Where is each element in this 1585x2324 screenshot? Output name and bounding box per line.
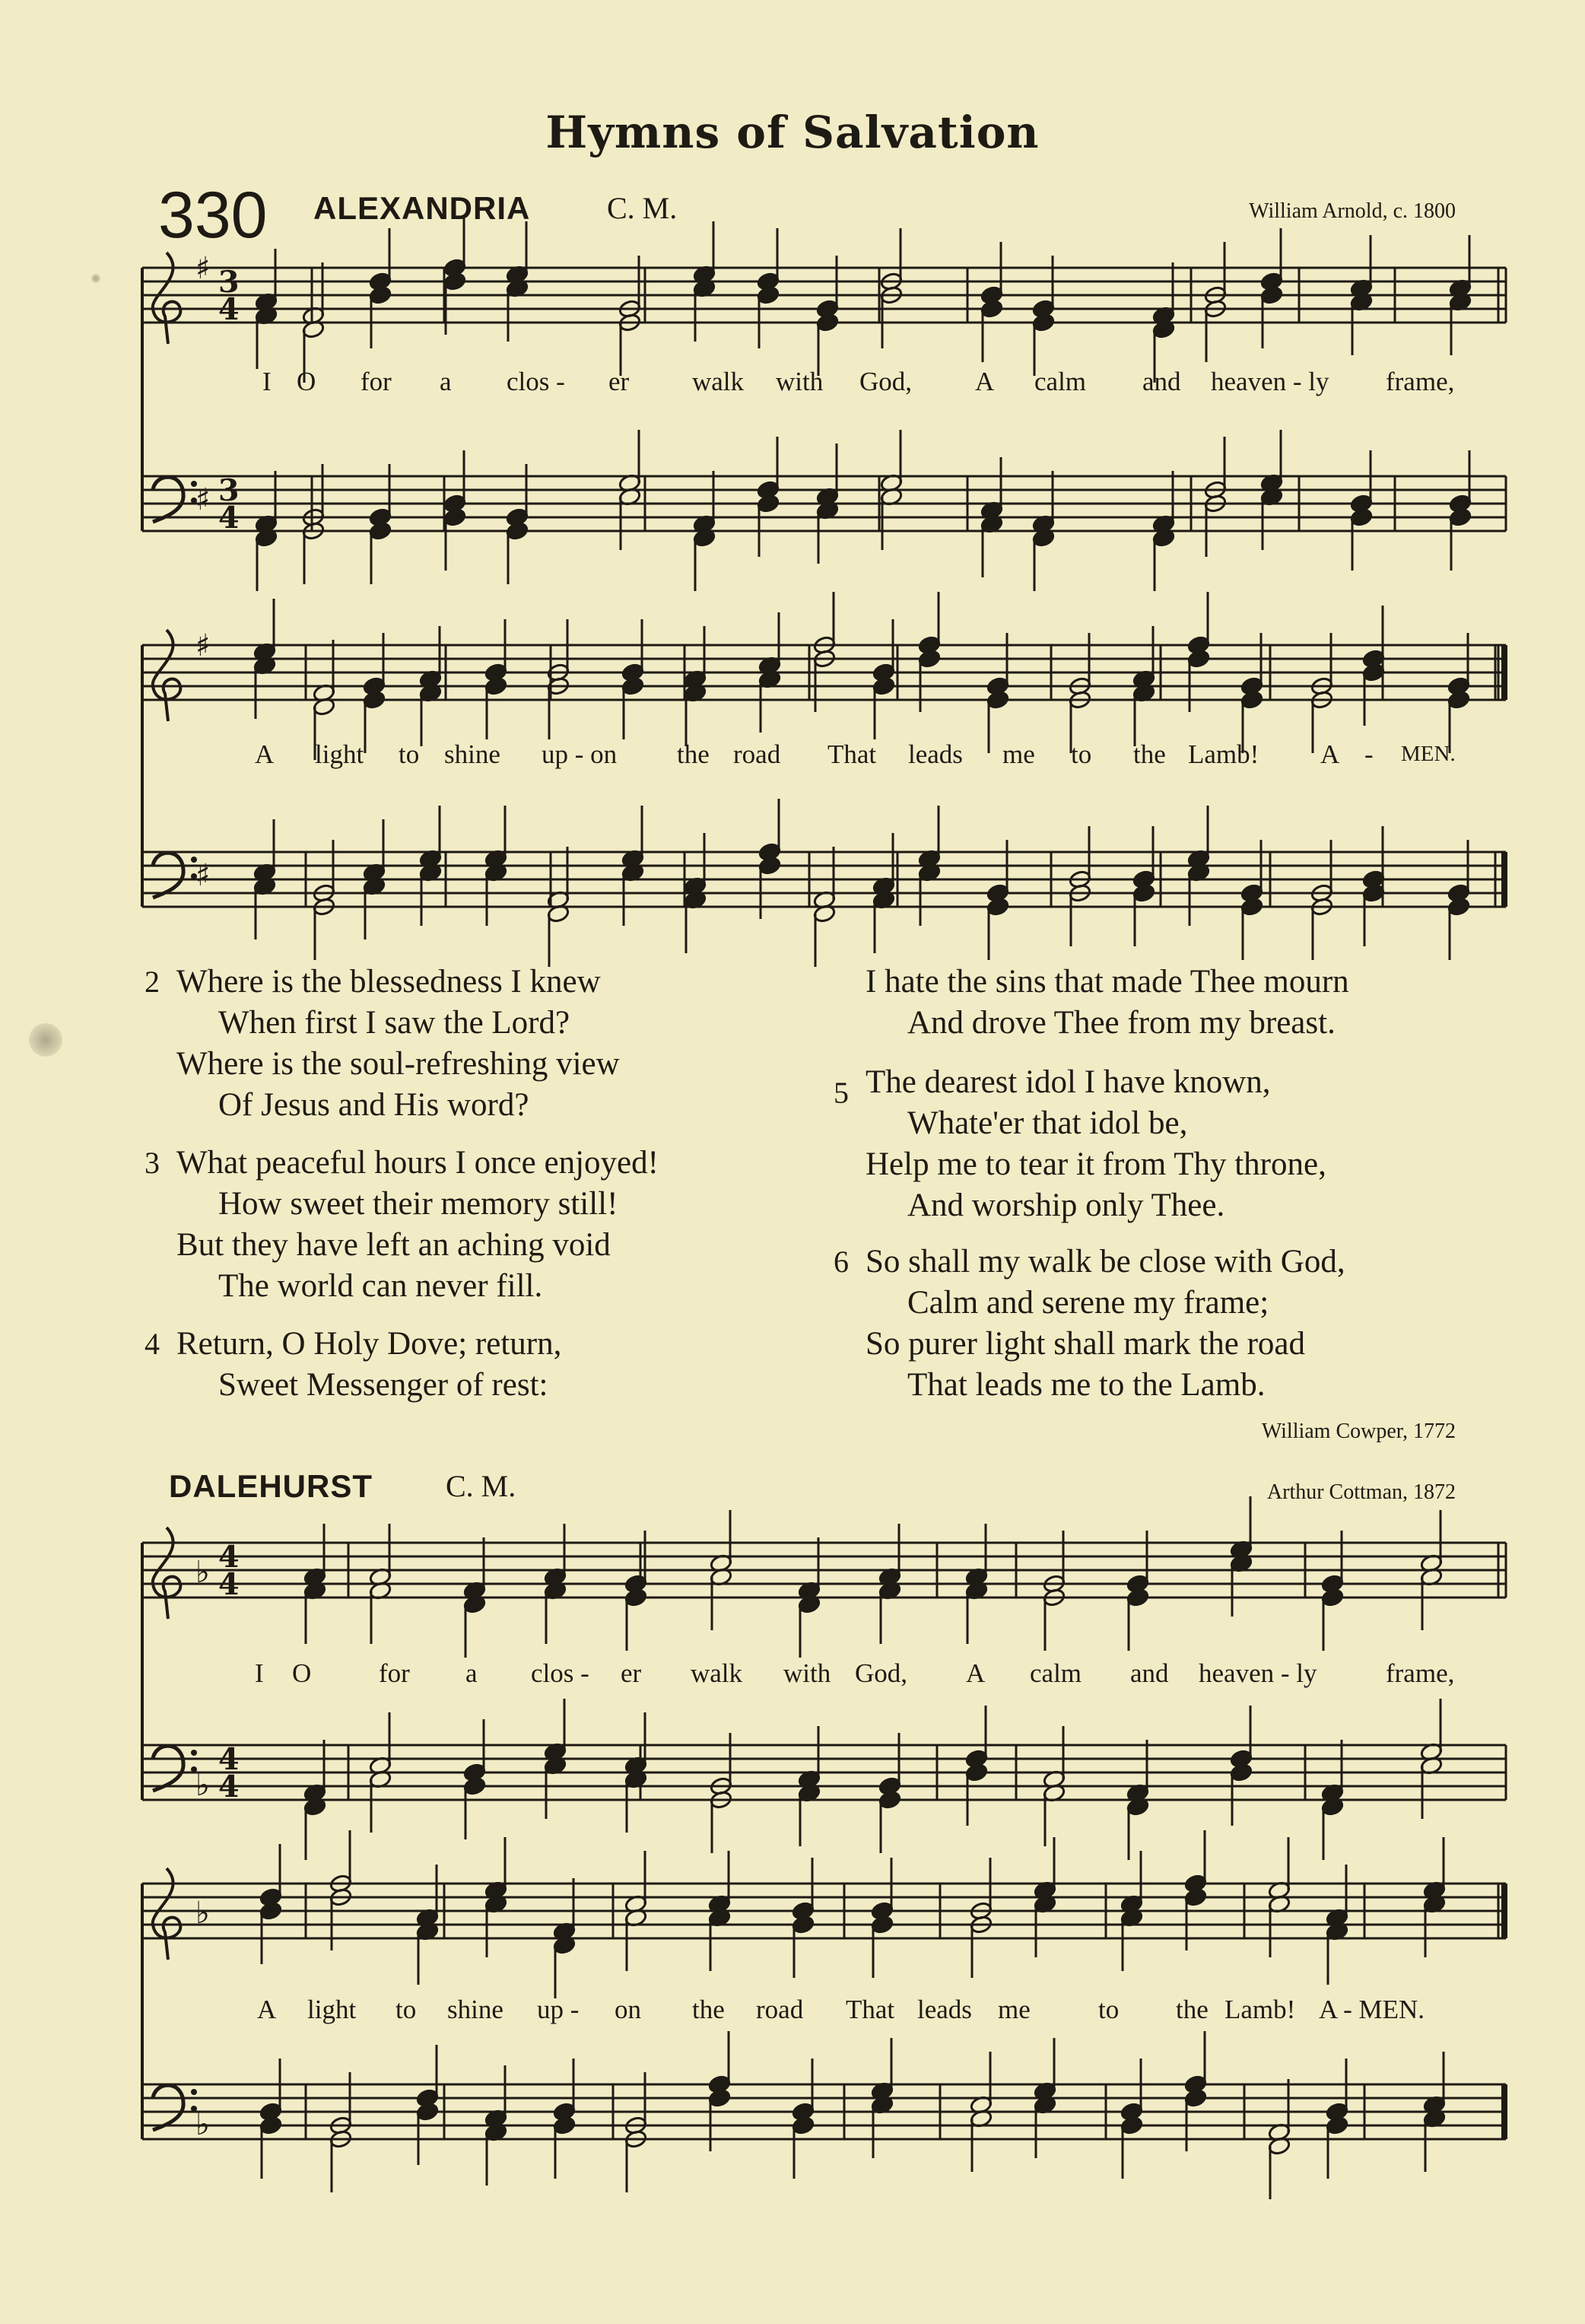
lyrics-line	[0, 367, 1585, 400]
sharp-sign: ♯	[195, 482, 211, 517]
bass-clef	[153, 477, 183, 522]
meter: C. M.	[607, 191, 678, 225]
flat-sign: ♭	[195, 1896, 210, 1931]
lyric-syllable: up - on	[542, 739, 618, 769]
lyric-syllable: A - MEN.	[1319, 1995, 1425, 2024]
verse	[145, 1324, 562, 1406]
lyric-syllable: the	[692, 1995, 725, 2024]
sharp-sign: ♯	[195, 628, 211, 663]
lyric-syllable: road	[756, 1995, 804, 2024]
verse-line: Of Jesus and His word?	[218, 1087, 529, 1123]
lyric-syllable: -	[1364, 739, 1374, 769]
time-signature-top: 4	[218, 1742, 240, 1777]
verse-line: Where is the blessedness I knew	[176, 964, 601, 1000]
bass-clef	[153, 1746, 183, 1791]
time-signature-bottom: 4	[218, 1769, 240, 1804]
verse-number: 3	[145, 1146, 160, 1180]
verse-line: So shall my walk be close with God,	[866, 1244, 1345, 1280]
verse-line: The world can never fill.	[218, 1268, 543, 1304]
verse-line: When first I saw the Lord?	[218, 1005, 570, 1041]
lyric-syllable: That	[827, 739, 877, 769]
verse-line: What peaceful hours I once enjoyed!	[176, 1145, 659, 1181]
lyric-syllable: frame,	[1386, 1658, 1455, 1688]
lyric-syllable: er	[621, 1658, 642, 1688]
verse-number: 2	[145, 965, 160, 999]
final-bar-thick	[1501, 2084, 1507, 2139]
sharp-sign: ♯	[195, 858, 211, 893]
composer-credit: Arthur Cottman, 1872	[1266, 1480, 1456, 1504]
lyric-syllable: God,	[859, 367, 913, 396]
lyric-syllable: leads	[917, 1995, 972, 2024]
flat-sign: ♭	[195, 2107, 210, 2142]
lyrics-line	[0, 1658, 1585, 1692]
lyric-syllable: a	[440, 367, 452, 396]
lyric-syllable: O	[297, 367, 316, 396]
lyric-syllable: clos -	[531, 1658, 589, 1688]
lyric-syllable: heaven - ly	[1211, 367, 1329, 396]
lyric-syllable: the	[1176, 1995, 1209, 2024]
hymn-number: 330	[158, 179, 268, 252]
verse-line: I hate the sins that made Thee mourn	[866, 964, 1349, 1000]
treble-clef	[153, 253, 181, 344]
final-bar-thick	[1501, 852, 1507, 907]
verse-number: 6	[834, 1245, 849, 1279]
verse-line: How sweet their memory still!	[218, 1186, 618, 1222]
time-signature-bottom: 4	[218, 292, 240, 327]
lyric-syllable: the	[1133, 739, 1166, 769]
lyric-syllable: for	[361, 367, 392, 396]
lyric-syllable: O	[292, 1658, 312, 1688]
sharp-sign: ♯	[195, 251, 211, 286]
verse-number: 4	[145, 1327, 160, 1361]
verse	[145, 962, 620, 1126]
lyric-syllable: to	[1071, 739, 1092, 769]
verse-line: Sweet Messenger of rest:	[218, 1367, 548, 1403]
bass-clef-dot	[191, 2089, 197, 2095]
verse-number: I	[255, 1658, 264, 1688]
composer-credit: William Arnold, c. 1800	[1249, 199, 1456, 223]
tune-name: DALEHURST	[169, 1468, 373, 1504]
lyric-syllable: walk	[692, 367, 745, 396]
lyric-syllable: calm	[1034, 367, 1087, 396]
lyric-syllable: light	[307, 1995, 357, 2024]
bass-clef	[153, 853, 183, 898]
lyric-syllable: me	[998, 1995, 1031, 2024]
lyric-syllable: er	[608, 367, 630, 396]
treble-clef	[153, 630, 181, 721]
lyric-syllable: A	[966, 1658, 986, 1688]
bass-clef-dot	[191, 1750, 197, 1756]
lyric-syllable: A	[1320, 739, 1340, 769]
author-credit: William Cowper, 1772	[1261, 1420, 1456, 1443]
meter: C. M.	[446, 1469, 516, 1503]
lyric-syllable: Lamb!	[1224, 1995, 1296, 2024]
lyric-syllable: to	[395, 1995, 417, 2024]
lyric-syllable: That	[846, 1995, 895, 2024]
time-signature-top: 3	[218, 265, 240, 300]
lyric-syllable: and	[1142, 367, 1181, 396]
lyric-syllable: me	[1002, 739, 1035, 769]
lyric-syllable: with	[783, 1658, 831, 1688]
lyric-syllable: up -	[537, 1995, 580, 2024]
verse-line: But they have left an aching void	[176, 1227, 611, 1263]
lyric-syllable: A	[257, 1995, 277, 2024]
bass-clef	[153, 2085, 183, 2130]
verse-line: Help me to tear it from Thy throne,	[866, 1146, 1326, 1182]
verse	[866, 962, 1349, 1044]
verse-line: Where is the soul-refreshing view	[176, 1046, 620, 1082]
treble-clef	[153, 1528, 181, 1619]
time-signature-bottom: 4	[218, 1567, 240, 1602]
tune-name: ALEXANDRIA	[313, 190, 531, 226]
verse	[834, 1062, 1326, 1226]
lyric-syllable: the	[677, 739, 710, 769]
verse-line: Calm and serene my frame;	[907, 1285, 1269, 1321]
verse-line: And worship only Thee.	[907, 1187, 1225, 1223]
lyrics-line	[0, 739, 1585, 773]
lyric-syllable: with	[776, 367, 824, 396]
verse-line: And drove Thee from my breast.	[907, 1005, 1336, 1041]
lyric-syllable: God,	[855, 1658, 908, 1688]
lyric-syllable: on	[615, 1995, 641, 2024]
lyric-syllable: calm	[1030, 1658, 1082, 1688]
time-signature-bottom: 4	[218, 501, 240, 536]
lyric-syllable: A	[975, 367, 995, 396]
time-signature-top: 4	[218, 1540, 240, 1575]
lyric-syllable: heaven - ly	[1199, 1658, 1317, 1688]
lyrics-line	[0, 1995, 1585, 2028]
lyric-syllable: road	[733, 739, 781, 769]
verse	[145, 1143, 659, 1307]
verse-line: The dearest idol I have known,	[866, 1064, 1271, 1100]
final-bar-thick	[1501, 645, 1507, 700]
lyric-syllable: and	[1130, 1658, 1169, 1688]
lyric-syllable: to	[1098, 1995, 1120, 2024]
treble-clef	[153, 1868, 181, 1960]
lyric-syllable: for	[379, 1658, 410, 1688]
lyric-syllable: shine	[447, 1995, 503, 2024]
lyric-syllable: a	[465, 1658, 478, 1688]
lyric-syllable: to	[399, 739, 420, 769]
time-signature-top: 3	[218, 473, 240, 508]
lyric-syllable: walk	[691, 1658, 743, 1688]
lyric-syllable: leads	[908, 739, 963, 769]
page-title: Hymns of Salvation	[545, 107, 1040, 158]
flat-sign: ♭	[195, 1768, 210, 1803]
verse	[834, 1241, 1345, 1406]
lyric-syllable: Lamb!	[1188, 739, 1259, 769]
lyric-syllable: light	[315, 739, 364, 769]
lyric-syllable: clos -	[507, 367, 565, 396]
lyric-syllable: MEN.	[1401, 742, 1456, 766]
verse-number: I	[262, 367, 272, 396]
verse-line: That leads me to the Lamb.	[907, 1367, 1266, 1403]
flat-sign: ♭	[195, 1555, 210, 1590]
lyric-syllable: A	[255, 739, 275, 769]
verse-number: 5	[834, 1076, 849, 1110]
verse-line: Whate'er that idol be,	[907, 1105, 1188, 1141]
verse-line: Return, O Holy Dove; return,	[176, 1326, 562, 1362]
lyric-syllable: shine	[444, 739, 500, 769]
final-bar-thick	[1501, 1884, 1507, 1938]
verse-line: So purer light shall mark the road	[866, 1326, 1305, 1362]
lyric-syllable: frame,	[1386, 367, 1455, 396]
